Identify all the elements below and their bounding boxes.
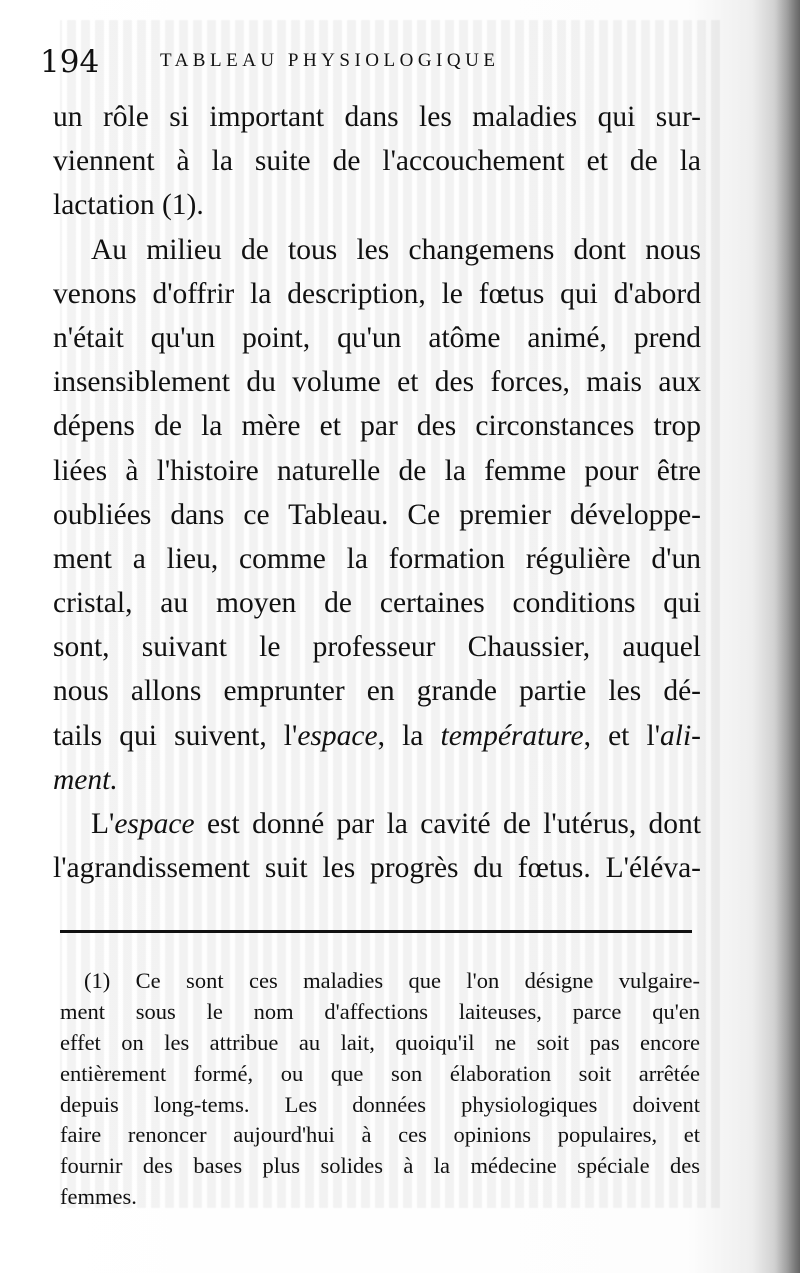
text-line: ment a lieu, comme la formation régulière d'un: [53, 542, 701, 575]
text-line: un rôle si important dans les maladies qui sur-: [53, 101, 701, 133]
text-run: est donné par la cavité de l'utérus, dont: [194, 808, 701, 840]
text-run: , et l': [583, 719, 661, 752]
footnote-line: (1) Ce sont ces maladies que l'on désigne vulgaire-: [84, 968, 700, 993]
text-run: , la: [377, 719, 441, 752]
text-run: L': [91, 808, 115, 840]
text-line-mixed: [53, 802, 701, 846]
italic-term-espace: espace: [297, 719, 378, 752]
text-line: oubliées dans ce Tableau. Ce premier développe-: [53, 498, 701, 531]
text-line: [53, 758, 701, 802]
page-header: [40, 44, 700, 84]
text-line: venons d'offrir la description, le fœtus qui d'abord: [53, 277, 701, 310]
page-edge-shadow: [774, 0, 800, 1273]
text-line: insensiblement du volume et des forces, mais aux: [53, 366, 701, 399]
text-line: viennent à la suite de l'accouchement et de la: [53, 145, 701, 178]
text-line: lactation (1).: [53, 189, 204, 222]
main-text: [53, 95, 701, 890]
italic-term-temperature: température: [440, 719, 584, 752]
text-line: nous allons emprunter en grande partie les dé-: [53, 675, 701, 708]
footnote-line: depuis long-tems. Les données physiologiques doivent: [60, 1091, 700, 1117]
running-head: TABLEAU PHYSIOLOGIQUE: [160, 50, 500, 71]
page-number: 194: [40, 44, 100, 80]
footnote-line: faire renoncer aujourd'hui à ces opinions populaires, et: [60, 1122, 700, 1148]
text-line-mixed: [53, 714, 701, 758]
footnote-line: femmes.: [60, 1184, 137, 1210]
footnote-line: fournir des bases plus solides à la médecine spéciale des: [60, 1153, 700, 1179]
footnote-rule: [60, 930, 692, 933]
italic-term-aliment: ali-: [660, 719, 701, 752]
text-run: tails qui suivent, l': [53, 719, 298, 752]
footnote-line: entièrement formé, ou que son élaboration soit arrêtée: [60, 1060, 700, 1086]
footnote-line: ment sous le nom d'affections laiteuses, parce qu'en: [60, 998, 700, 1024]
text-line: Au milieu de tous les changemens dont nous: [91, 233, 701, 266]
footnote-line: effet on les attribue au lait, quoiqu'il ne soit pas encore: [60, 1029, 700, 1055]
text-line: l'agrandissement suit les progrès du fœtus. L'éléva-: [53, 852, 701, 885]
text-line: dépens de la mère et par des circonstances trop: [53, 410, 701, 443]
text-line: cristal, au moyen de certaines conditions qui: [53, 587, 701, 620]
text-line: liées à l'histoire naturelle de la femme pour être: [53, 454, 701, 487]
italic-term-espace: espace: [114, 808, 195, 840]
footnote: [60, 966, 700, 1213]
italic-term-aliment-end: ment.: [53, 763, 118, 796]
text-line: sont, suivant le professeur Chaussier, auquel: [53, 631, 701, 664]
text-line: n'était qu'un point, qu'un atôme animé, prend: [53, 321, 701, 354]
